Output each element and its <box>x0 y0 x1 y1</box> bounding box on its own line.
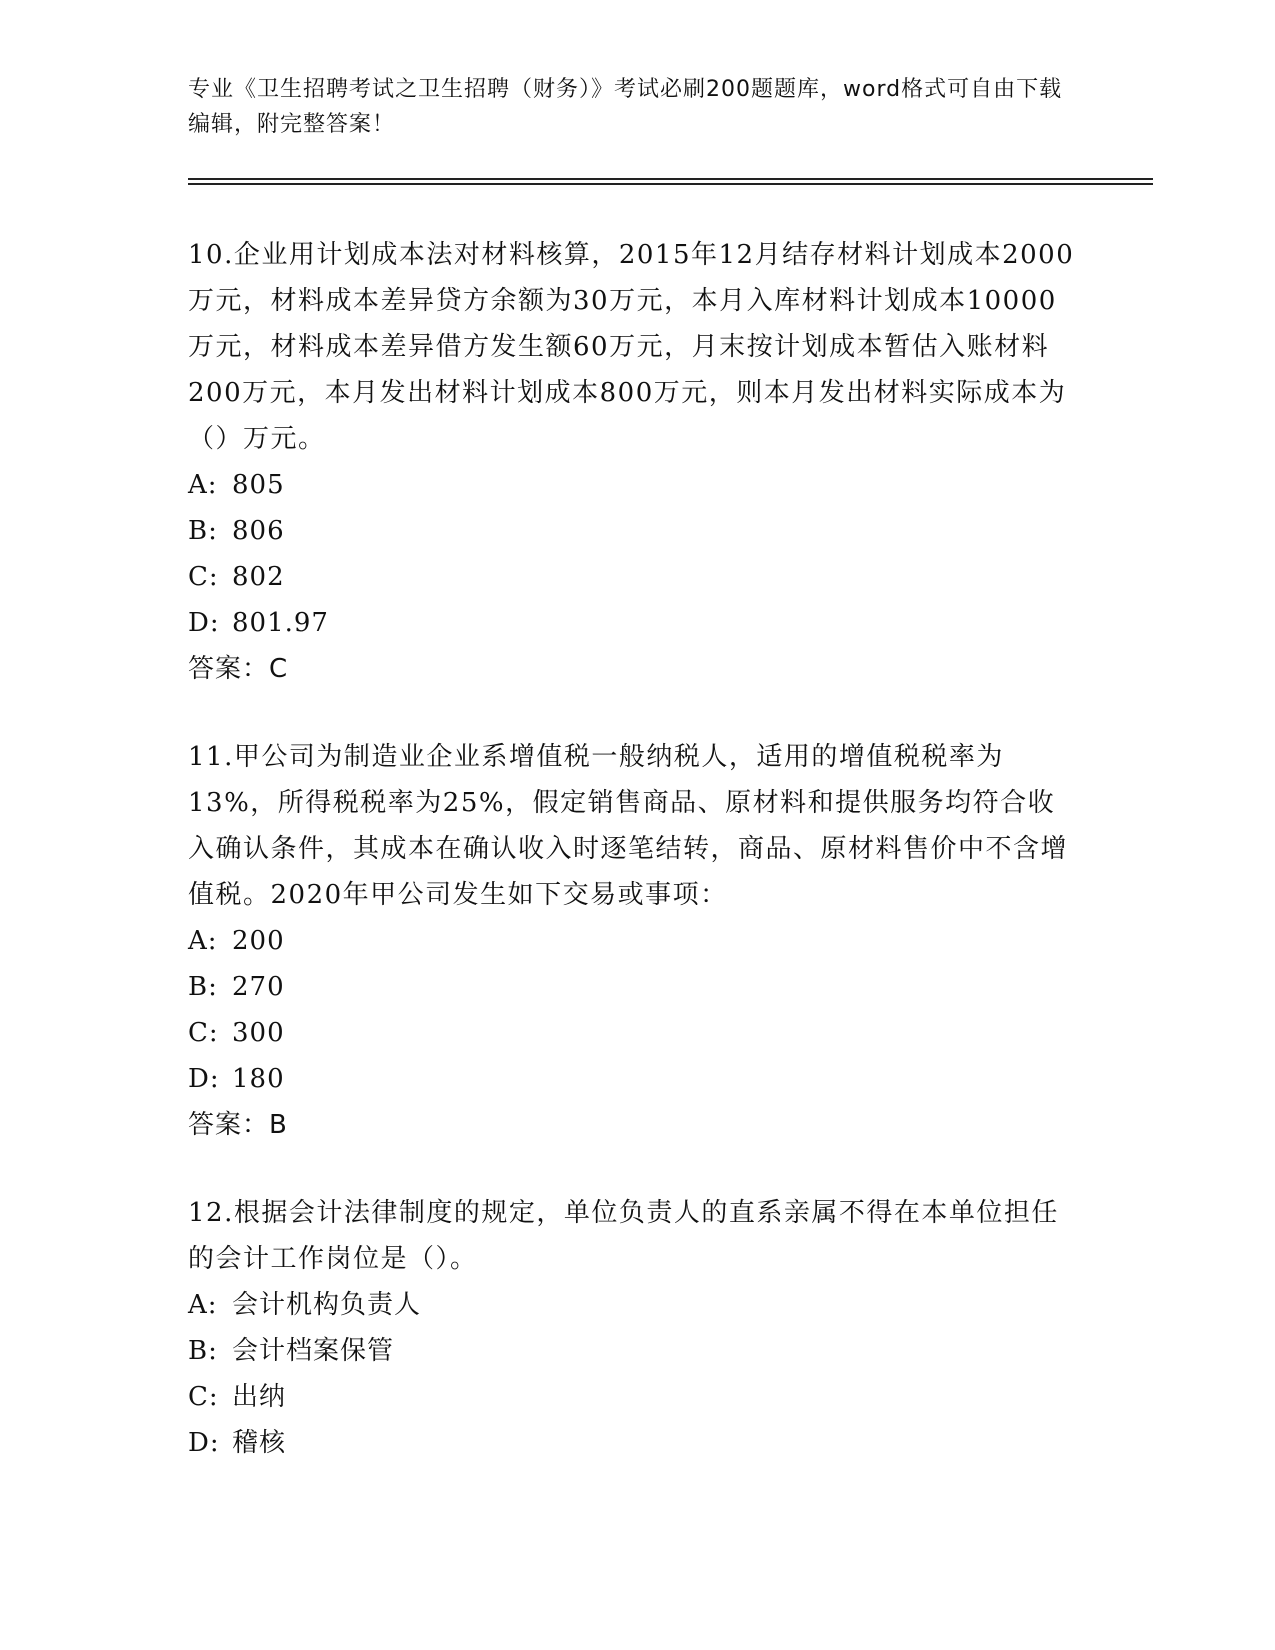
option-label: C: <box>188 562 219 592</box>
option-text: 出纳 <box>232 1382 287 1412</box>
question-10 <box>188 232 1078 692</box>
answer-line: 答案：C <box>188 654 289 684</box>
option-a <box>188 462 1078 508</box>
option-label: B: <box>188 516 218 546</box>
option-text: 200 <box>232 926 285 956</box>
option-b <box>188 964 1078 1010</box>
question-stem: 10.企业用计划成本法对材料核算，2015年12月结存材料计划成本2000万元，材料成本差异贷方余额为30万元，本月入库材料计划成本10000万元，材料成本差异借方发生额60万元，月末按计划成本暂估入账材料200万元，本月发出材料计划成本800万元，则本月发出材料实际成本为（）万元。 <box>188 240 1075 454</box>
option-label: D: <box>188 1428 220 1458</box>
option-d <box>188 600 1078 646</box>
option-text: 806 <box>232 516 285 546</box>
option-c <box>188 554 1078 600</box>
option-d <box>188 1056 1078 1102</box>
question-12 <box>188 1190 1078 1466</box>
header-divider-bottom <box>188 183 1153 185</box>
option-text: 802 <box>232 562 285 592</box>
option-text: 270 <box>232 972 285 1002</box>
option-text: 会计机构负责人 <box>232 1290 422 1320</box>
option-label: A: <box>188 470 218 500</box>
option-text: 180 <box>232 1064 285 1094</box>
option-c <box>188 1374 1078 1420</box>
option-a <box>188 1282 1078 1328</box>
question-11 <box>188 734 1078 1148</box>
option-d <box>188 1420 1078 1466</box>
option-label: D: <box>188 1064 220 1094</box>
option-label: A: <box>188 926 218 956</box>
option-label: A: <box>188 1290 218 1320</box>
option-text: 805 <box>232 470 285 500</box>
option-label: C: <box>188 1382 219 1412</box>
answer-line: 答案：B <box>188 1110 288 1140</box>
header-divider-top <box>188 178 1153 180</box>
option-label: B: <box>188 972 218 1002</box>
option-b <box>188 1328 1078 1374</box>
option-label: B: <box>188 1336 218 1366</box>
option-text: 会计档案保管 <box>232 1336 395 1366</box>
option-a <box>188 918 1078 964</box>
question-stem: 11.甲公司为制造业企业系增值税一般纳税人，适用的增值税税率为13%，所得税税率为25%，假定销售商品、原材料和提供服务均符合收入确认条件，其成本在确认收入时逐笔结转，商品、原材料售价中不含增值税。2020年甲公司发生如下交易或事项： <box>188 742 1069 910</box>
document-header <box>188 72 1068 142</box>
option-b <box>188 508 1078 554</box>
option-text: 300 <box>232 1018 285 1048</box>
option-c <box>188 1010 1078 1056</box>
document-title: 专业《卫生招聘考试之卫生招聘（财务）》考试必刷200题题库，word格式可自由下载编辑，附完整答案！ <box>188 77 1063 137</box>
question-stem: 12.根据会计法律制度的规定，单位负责人的直系亲属不得在本单位担任的会计工作岗位是（）。 <box>188 1198 1059 1274</box>
option-label: D: <box>188 608 220 638</box>
option-label: C: <box>188 1018 219 1048</box>
option-text: 801.97 <box>232 608 329 638</box>
option-text: 稽核 <box>232 1428 287 1458</box>
